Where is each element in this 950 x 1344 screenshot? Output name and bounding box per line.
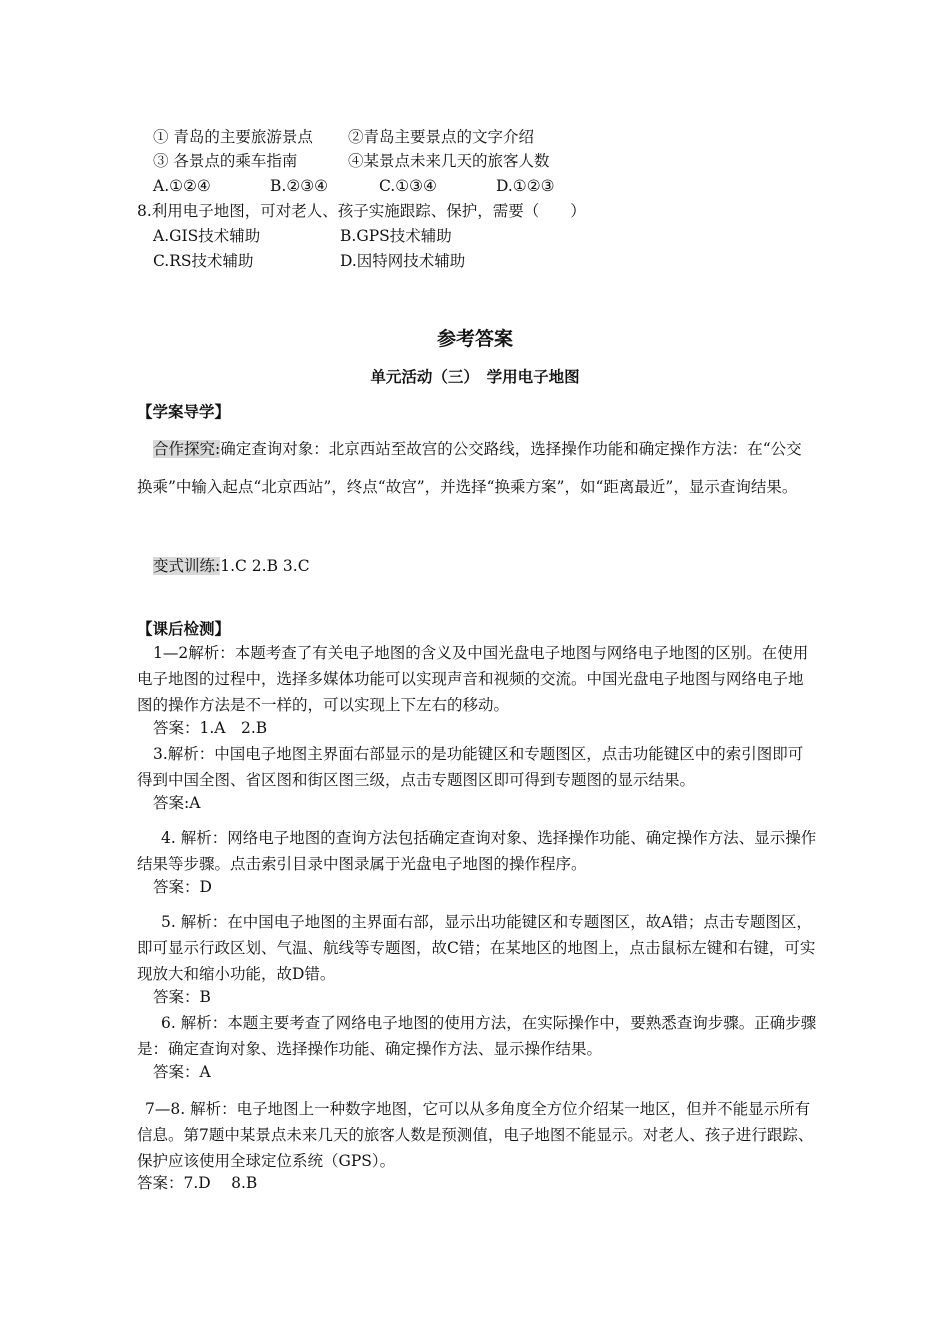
q7-option-2: ②青岛主要景点的文字介绍 [348, 128, 535, 146]
coop-text: 确定查询对象：北京西站至故宫的公交路线，选择操作功能和确定操作方法：在“公交换乘”中输入起点“北京西站”，终点“故宫”，并选择“换乘方案”，如“距离最近”，显示查询结果。 [137, 440, 802, 496]
answer-3: 答案:A [153, 794, 201, 812]
answer-7-8: 答案：7.D 8.B [137, 1174, 258, 1192]
answer-6: 答案：A [153, 1063, 211, 1081]
coop-label: 合作探究: [153, 440, 221, 458]
q8-choice-c: C.RS技术辅助 [153, 252, 254, 270]
analysis-6: 6. 解析：本题主要考查了网络电子地图的使用方法，在实际操作中，要熟悉查询步骤。正确步骤是：确定查询对象、选择操作功能、确定操作方法、显示操作结果。 [137, 1014, 817, 1058]
q7-choice-b: B.②③④ [270, 177, 329, 195]
q8-choice-a: A.GIS技术辅助 [153, 227, 261, 245]
analysis-1-2: 1—2解析：本题考查了有关电子地图的含义及中国光盘电子地图与网络电子地图的区别。在使用电子地图的过程中，选择多媒体功能可以实现声音和视频的交流。中国光盘电子地图与网络电子地图的操作方法是不一样的，可以实现上下左右的移动。 [137, 644, 809, 714]
check-heading: 【课后检测】 [137, 620, 231, 638]
q7-option-4: ④某景点未来几天的旅客人数 [348, 152, 550, 170]
q8-choice-d: D.因特网技术辅助 [340, 252, 466, 270]
q8-stem: 8.利用电子地图，可对老人、孩子实施跟踪、保护，需要（ ） [137, 202, 586, 220]
guide-heading: 【学案导学】 [137, 403, 231, 421]
variant-paragraph [137, 547, 817, 585]
answers-subtitle: 单元活动（三） 学用电子地图 [370, 368, 580, 386]
variant-label: 变式训练: [153, 557, 221, 575]
q7-choice-a: A.①②④ [153, 177, 211, 195]
analysis-5: 5. 解析：在中国电子地图的主界面右部，显示出功能键区和专题图区，故A错；点击专题图区，即可显示行政区划、气温、航线等专题图，故C错；在某地区的地图上，点击鼠标左键和右键，可实现放大和缩小功能，故D错。 [137, 913, 816, 983]
answer-5: 答案：B [153, 988, 211, 1006]
q7-choice-c: C.①③④ [379, 177, 437, 195]
analysis-4: 4. 解析：网络电子地图的查询方法包括确定查询对象、选择操作功能、确定操作方法、显示操作结果等步骤。点击索引目录中图录属于光盘电子地图的操作程序。 [137, 829, 817, 873]
answer-4: 答案：D [153, 878, 212, 896]
analysis-7-8: 7—8. 解析：电子地图上一种数字地图，它可以从多角度全方位介绍某一地区，但并不能显示所有信息。第7题中某景点未来几天的旅客人数是预测值，电子地图不能显示。对老人、孩子进行跟踪、保护应该使用全球定位系统（GPS）。 [137, 1100, 814, 1170]
analysis-3: 3.解析：中国电子地图主界面右部显示的是功能键区和专题图区，点击功能键区中的索引图即可得到中国全图、省区图和街区图三级，点击专题图区即可得到专题图的显示结果。 [137, 745, 804, 789]
q7-option-3: ③ 各景点的乘车指南 [153, 152, 298, 170]
variant-text: 1.C 2.B 3.C [220, 557, 310, 575]
q8-choice-b: B.GPS技术辅助 [340, 227, 452, 245]
answers-title: 参考答案 [436, 328, 513, 350]
coop-paragraph [137, 430, 817, 506]
answer-1-2: 答案：1.A 2.B [153, 719, 268, 737]
q7-choice-d: D.①②③ [496, 177, 555, 195]
q7-option-1: ① 青岛的主要旅游景点 [153, 128, 313, 146]
